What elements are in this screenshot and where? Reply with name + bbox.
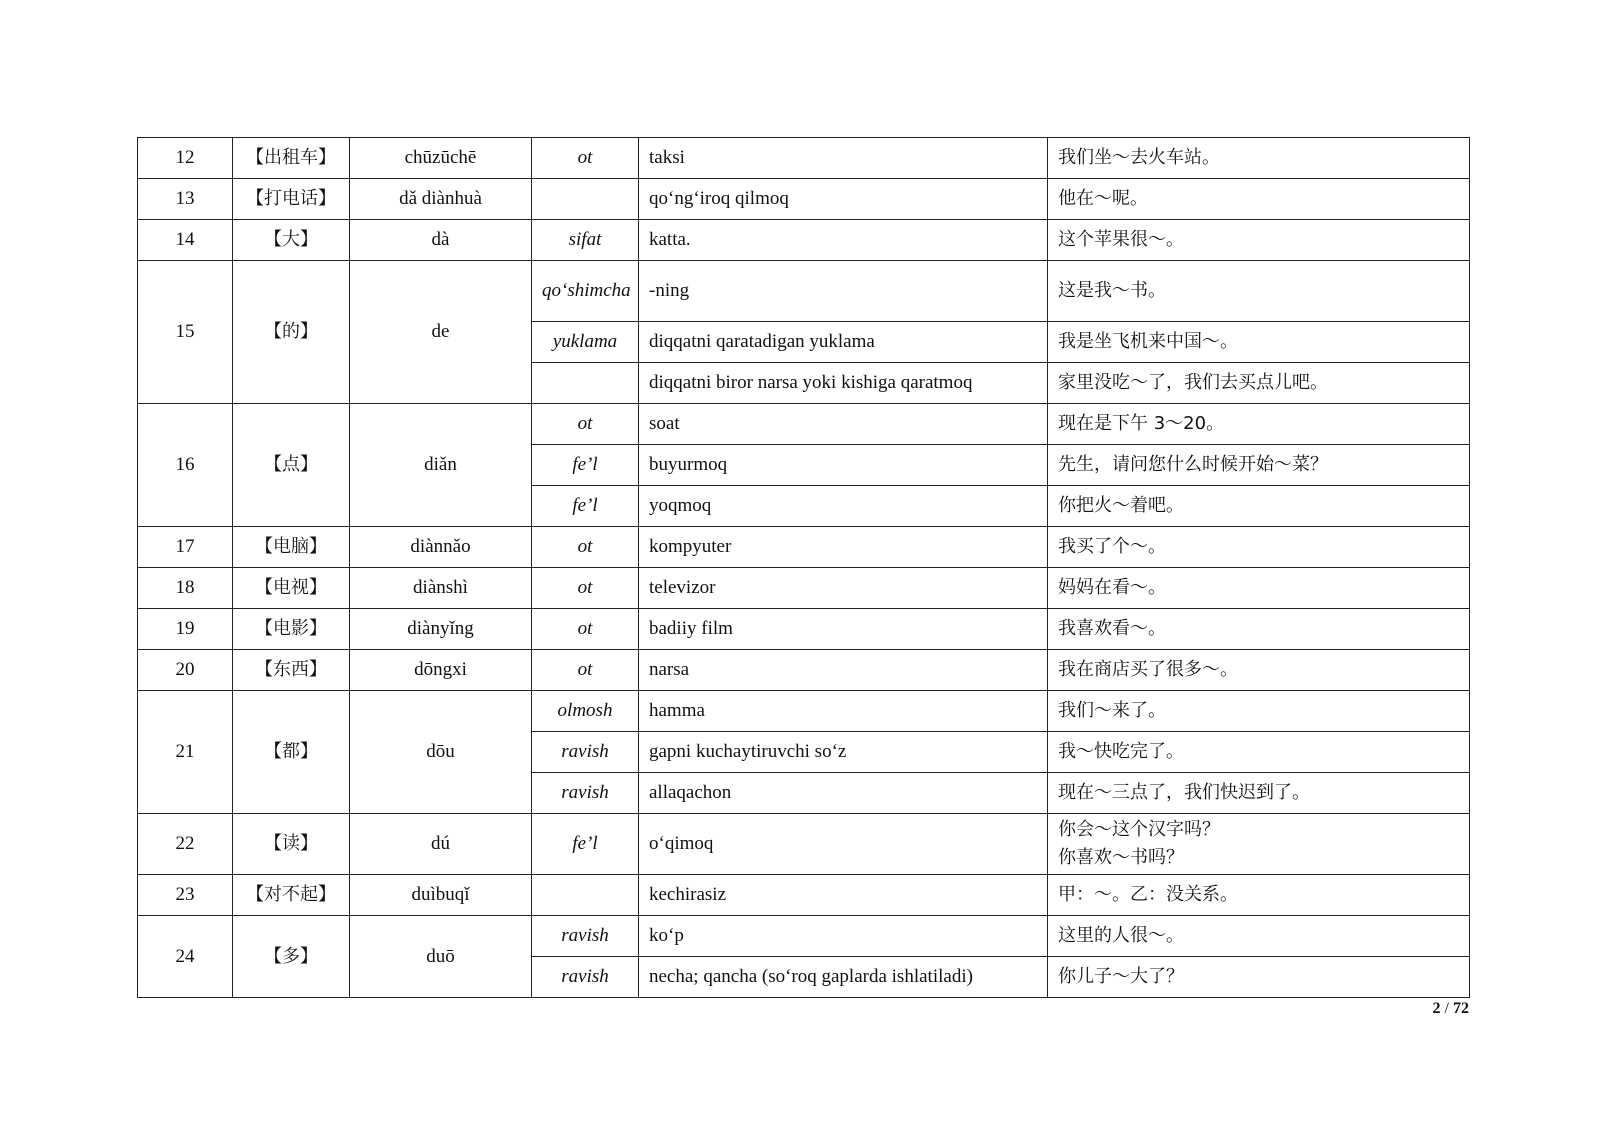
entry-hanzi: 【东西】 (233, 650, 350, 691)
entry-pinyin: diǎn (350, 404, 532, 527)
entry-hanzi: 【电影】 (233, 609, 350, 650)
sense-meaning: buyurmoq (639, 445, 1048, 486)
entry-hanzi: 【点】 (233, 404, 350, 527)
vocabulary-table-body (138, 138, 1470, 998)
entry-number: 17 (138, 527, 233, 568)
example-sentence: 你喜欢～书吗？ (1058, 847, 1184, 868)
page-total: 72 (1453, 1000, 1469, 1017)
table-row (138, 691, 1470, 732)
entry-hanzi: 【都】 (233, 691, 350, 814)
sense-part-of-speech: ot (532, 650, 639, 691)
sense-part-of-speech: fe’l (532, 486, 639, 527)
page-number (1433, 1000, 1469, 1018)
sense-part-of-speech: fe’l (532, 445, 639, 486)
entry-pinyin: duìbuqǐ (350, 875, 532, 916)
entry-number: 16 (138, 404, 233, 527)
sense-part-of-speech: ot (532, 568, 639, 609)
entry-pinyin: diànshì (350, 568, 532, 609)
table-row (138, 875, 1470, 916)
sense-example (1048, 527, 1470, 568)
table-row (138, 138, 1470, 179)
entry-pinyin: dōu (350, 691, 532, 814)
entry-hanzi: 【对不起】 (233, 875, 350, 916)
entry-number: 24 (138, 916, 233, 998)
sense-example (1048, 650, 1470, 691)
example-sentence: 我在商店买了很多～。 (1058, 659, 1238, 680)
sense-example (1048, 486, 1470, 527)
example-sentence: 我们～来了。 (1058, 700, 1166, 721)
entry-hanzi: 【打电话】 (233, 179, 350, 220)
table-row (138, 916, 1470, 957)
sense-meaning: hamma (639, 691, 1048, 732)
sense-meaning: taksi (639, 138, 1048, 179)
entry-number: 12 (138, 138, 233, 179)
entry-hanzi: 【的】 (233, 261, 350, 404)
entry-number: 23 (138, 875, 233, 916)
example-sentence: 家里没吃～了，我们去买点儿吧。 (1058, 372, 1328, 393)
sense-example (1048, 363, 1470, 404)
sense-part-of-speech: ravish (532, 773, 639, 814)
example-sentence: 这个苹果很～。 (1058, 229, 1184, 250)
entry-hanzi: 【电视】 (233, 568, 350, 609)
sense-part-of-speech (532, 179, 639, 220)
example-sentence: 我们坐～去火车站。 (1058, 147, 1220, 168)
sense-example (1048, 404, 1470, 445)
sense-meaning: -ning (639, 261, 1048, 322)
entry-number: 18 (138, 568, 233, 609)
sense-example (1048, 322, 1470, 363)
table-row (138, 609, 1470, 650)
example-sentence: 这里的人很～。 (1058, 925, 1184, 946)
entry-hanzi: 【大】 (233, 220, 350, 261)
table-row (138, 814, 1470, 875)
sense-example (1048, 957, 1470, 998)
entry-pinyin: dǎ diànhuà (350, 179, 532, 220)
sense-example (1048, 220, 1470, 261)
page-separator: / (1444, 1000, 1449, 1017)
table-row (138, 261, 1470, 322)
sense-example (1048, 261, 1470, 322)
example-sentence: 他在～呢。 (1058, 188, 1148, 209)
sense-meaning: o‘qimoq (639, 814, 1048, 875)
entry-number: 21 (138, 691, 233, 814)
sense-meaning: diqqatni biror narsa yoki kishiga qaratmoq (639, 363, 1048, 404)
sense-example (1048, 732, 1470, 773)
sense-part-of-speech: ot (532, 138, 639, 179)
sense-part-of-speech: olmosh (532, 691, 639, 732)
sense-part-of-speech: ot (532, 404, 639, 445)
sense-meaning: soat (639, 404, 1048, 445)
entry-hanzi: 【出租车】 (233, 138, 350, 179)
entry-number: 14 (138, 220, 233, 261)
sense-meaning: gapni kuchaytiruvchi so‘z (639, 732, 1048, 773)
example-sentence: 现在～三点了，我们快迟到了。 (1058, 782, 1310, 803)
example-sentence: 你儿子～大了？ (1058, 966, 1184, 987)
sense-example (1048, 875, 1470, 916)
table-row (138, 220, 1470, 261)
vocabulary-table (137, 137, 1470, 998)
entry-pinyin: dōngxi (350, 650, 532, 691)
sense-meaning: katta. (639, 220, 1048, 261)
example-sentence: 这是我～书。 (1058, 280, 1166, 301)
example-sentence: 妈妈在看～。 (1058, 577, 1166, 598)
sense-meaning: diqqatni qaratadigan yuklama (639, 322, 1048, 363)
entry-pinyin: diànnǎo (350, 527, 532, 568)
sense-example (1048, 179, 1470, 220)
sense-example (1048, 568, 1470, 609)
example-sentence: 我喜欢看～。 (1058, 618, 1166, 639)
sense-part-of-speech: ot (532, 609, 639, 650)
table-row (138, 650, 1470, 691)
sense-example (1048, 814, 1470, 875)
sense-meaning: ko‘p (639, 916, 1048, 957)
sense-meaning: narsa (639, 650, 1048, 691)
entry-pinyin: dà (350, 220, 532, 261)
entry-number: 13 (138, 179, 233, 220)
sense-meaning: yoqmoq (639, 486, 1048, 527)
sense-part-of-speech: ravish (532, 957, 639, 998)
example-sentence: 先生，请问您什么时候开始～菜？ (1058, 454, 1328, 475)
entry-pinyin: diànyǐng (350, 609, 532, 650)
sense-meaning: kechirasiz (639, 875, 1048, 916)
sense-part-of-speech: ot (532, 527, 639, 568)
sense-meaning: kompyuter (639, 527, 1048, 568)
entry-hanzi: 【多】 (233, 916, 350, 998)
entry-pinyin: chūzūchē (350, 138, 532, 179)
table-row (138, 404, 1470, 445)
example-sentence: 我买了个～。 (1058, 536, 1166, 557)
table-row (138, 568, 1470, 609)
sense-part-of-speech: ravish (532, 916, 639, 957)
example-sentence: 甲：～。乙：没关系。 (1058, 884, 1238, 905)
entry-pinyin: dú (350, 814, 532, 875)
entry-pinyin: de (350, 261, 532, 404)
sense-part-of-speech: ravish (532, 732, 639, 773)
sense-part-of-speech (532, 875, 639, 916)
sense-part-of-speech (532, 363, 639, 404)
sense-meaning: qo‘ng‘iroq qilmoq (639, 179, 1048, 220)
sense-part-of-speech: qo‘shimcha (532, 261, 639, 322)
sense-example (1048, 773, 1470, 814)
sense-part-of-speech: sifat (532, 220, 639, 261)
example-sentence: 我是坐飞机来中国～。 (1058, 331, 1238, 352)
sense-meaning: necha; qancha (so‘roq gaplarda ishlatiladi) (639, 957, 1048, 998)
table-row (138, 527, 1470, 568)
sense-example (1048, 138, 1470, 179)
page-current: 2 (1432, 1000, 1441, 1017)
sense-meaning: televizor (639, 568, 1048, 609)
example-sentence: 现在是下午 3～20。 (1058, 413, 1225, 434)
entry-number: 19 (138, 609, 233, 650)
sense-example (1048, 609, 1470, 650)
example-sentence: 我～快吃完了。 (1058, 741, 1184, 762)
entry-pinyin: duō (350, 916, 532, 998)
sense-meaning: allaqachon (639, 773, 1048, 814)
entry-number: 15 (138, 261, 233, 404)
sense-example (1048, 691, 1470, 732)
sense-meaning: badiiy film (639, 609, 1048, 650)
entry-number: 20 (138, 650, 233, 691)
sense-part-of-speech: fe’l (532, 814, 639, 875)
sense-part-of-speech: yuklama (532, 322, 639, 363)
example-sentence: 你把火～着吧。 (1058, 495, 1184, 516)
entry-number: 22 (138, 814, 233, 875)
sense-example (1048, 916, 1470, 957)
example-sentence: 你会～这个汉字吗？ (1058, 819, 1220, 840)
entry-hanzi: 【读】 (233, 814, 350, 875)
table-row (138, 179, 1470, 220)
sense-example (1048, 445, 1470, 486)
entry-hanzi: 【电脑】 (233, 527, 350, 568)
